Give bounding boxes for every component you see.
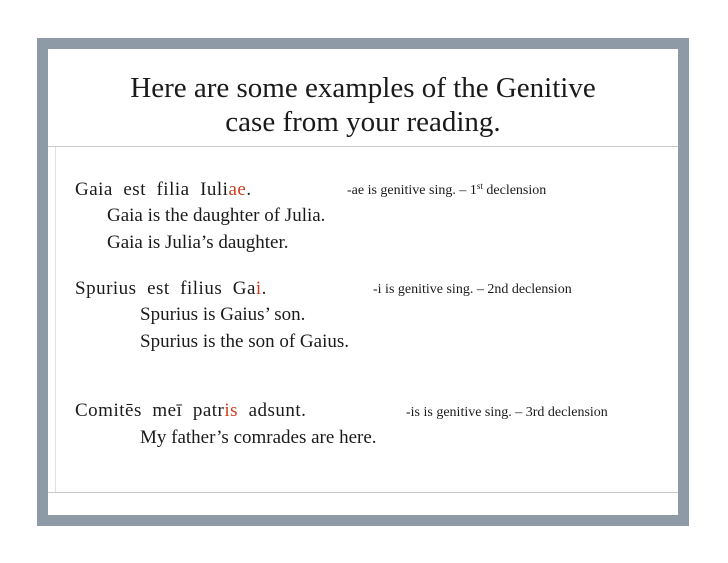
grammar-note-1 [347,182,546,200]
grammar-note-2: -i is genitive sing. – 2nd declension [373,282,572,297]
latin-sentence-3 [75,400,306,422]
latin-stem: Spurius est filius Ga [75,278,256,299]
genitive-ending: i [255,278,262,299]
translation-2b: Spurius is the son of Gaius. [140,331,349,352]
left-margin-rule [55,147,56,492]
latin-tail: adsunt. [238,400,307,421]
slide [48,49,678,515]
translation-2a: Spurius is Gaius’ son. [140,304,306,325]
latin-stem: Gaia est filia Iuli [75,179,229,200]
title-divider [48,146,678,147]
bottom-divider [48,492,678,493]
grammar-note-3: -is is genitive sing. – 3rd declension [406,405,608,420]
title-line-1: Here are some examples of the Genitive [130,72,596,104]
title-line-2: case from your reading. [225,106,501,138]
latin-stem: Comitēs meī patr [75,400,225,421]
ordinal-suffix: st [476,181,483,191]
latin-sentence-1 [75,179,252,201]
genitive-ending: is [224,400,239,421]
genitive-ending: ae [228,179,247,200]
note-text: -ae is genitive sing. – 1 [347,183,477,198]
translation-1a: Gaia is the daughter of Julia. [107,205,326,226]
translation-1b: Gaia is Julia’s daughter. [107,232,289,253]
translation-3a: My father’s comrades are here. [140,427,377,448]
latin-tail: . [246,179,252,200]
latin-tail: . [261,278,267,299]
latin-sentence-2 [75,278,267,300]
slide-title [48,71,678,139]
note-text-end: declension [482,183,547,198]
